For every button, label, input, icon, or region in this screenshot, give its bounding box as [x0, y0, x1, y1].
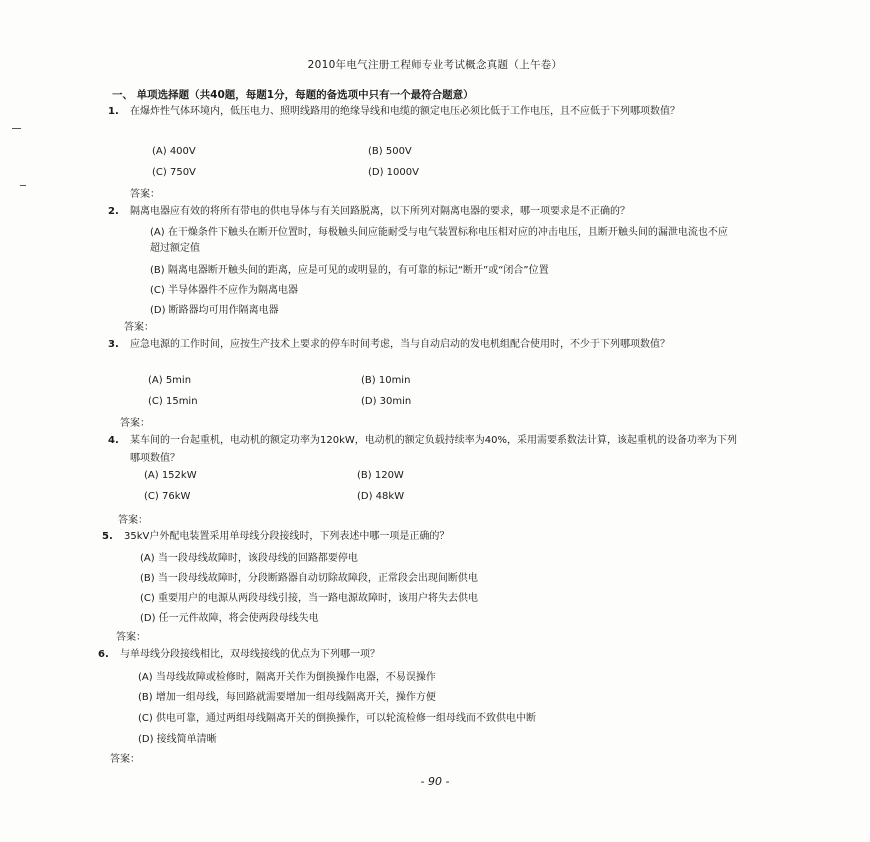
question-stem: 在爆炸性气体环境内，低压电力、照明线路用的绝缘导线和电缆的额定电压必须比低于工作电压，且不应低于下列哪项数值？ [130, 106, 680, 117]
question-number: 3. [108, 339, 119, 350]
answer-label: 答案： [120, 418, 150, 429]
question-2 [108, 203, 740, 221]
option-a: (A) 当一段母线故障时，该段母线的回路都要停电 [140, 553, 358, 564]
option-a: (A) 152kW [144, 470, 197, 481]
section-heading: 一、 单项选择题（共40题，每题1分，每题的备选项中只有一个最符合题意） [112, 89, 474, 101]
question-3 [108, 336, 740, 354]
question-number: 1. [108, 106, 119, 117]
scan-mark [12, 128, 21, 129]
option-b: (B) 增加一组母线，每回路就需要增加一组母线隔离开关，操作方便 [138, 692, 436, 703]
question-stem: 与单母线分段接线相比，双母线接线的优点为下列哪一项？ [120, 649, 380, 660]
option-c: (C) 半导体器件不应作为隔离电器 [150, 285, 298, 296]
answer-label: 答案： [130, 189, 160, 200]
option-a: (A) 当母线故障或检修时，隔离开关作为倒换操作电器，不易误操作 [138, 672, 436, 683]
option-d: (D) 接线简单清晰 [138, 734, 217, 745]
answer-label: 答案： [118, 515, 148, 526]
answer-label: 答案： [124, 322, 154, 333]
option-b: (B) 500V [368, 146, 412, 157]
option-d: (D) 30min [361, 396, 412, 407]
option-a: (A) 5min [148, 375, 192, 386]
option-d: (D) 48kW [357, 491, 405, 502]
option-b: (B) 120W [357, 470, 404, 481]
question-number: 2. [108, 206, 119, 217]
option-b: (B) 当一段母线故障时，分段断路器自动切除故障段，正常段会出现间断供电 [140, 573, 478, 584]
question-number: 4. [108, 435, 119, 446]
question-4 [108, 432, 740, 468]
option-d: (D) 任一元件故障，将会使两段母线失电 [140, 613, 319, 624]
scan-mark [20, 185, 26, 186]
option-b: (B) 10min [361, 375, 411, 386]
question-stem: 隔离电器应有效的将所有带电的供电导体与有关回路脱离，以下所列对隔离电器的要求，哪一项要求是不正确的？ [130, 206, 630, 217]
answer-label: 答案： [116, 632, 146, 643]
option-b: (B) 隔离电器断开触头间的距离，应是可见的或明显的，有可靠的标记“断开”或“闭合”位置 [150, 265, 549, 276]
option-d: (D) 断路器均可用作隔离电器 [150, 305, 279, 316]
option-c: (C) 供电可靠，通过两组母线隔离开关的倒换操作，可以轮流检修一组母线而不致供电中断 [138, 713, 536, 724]
option-c: (C) 76kW [144, 491, 191, 502]
option-a: (A) 400V [152, 146, 196, 157]
option-c: (C) 750V [152, 167, 196, 178]
question-1 [108, 103, 740, 121]
question-stem: 某车间的一台起重机，电动机的额定功率为120kW，电动机的额定负载持续率为40%，采用需要系数法计算，该起重机的设备功率为下列哪项数值？ [130, 435, 737, 464]
question-stem: 35kV户外配电装置采用单母线分段接线时，下列表述中哪一项是正确的？ [124, 531, 450, 542]
answer-label: 答案： [110, 754, 140, 765]
question-number: 6. [98, 649, 109, 660]
option-a: (A) 在干燥条件下触头在断开位置时，每极触头间应能耐受与电气装置标称电压相对应的冲击电压，且断开触头间的漏泄电流也不应超过额定值 [150, 227, 728, 254]
question-stem: 应急电源的工作时间，应按生产技术上要求的停车时间考虑，当与自动启动的发电机组配合使用时，不少于下列哪项数值？ [130, 339, 670, 350]
question-number: 5. [102, 531, 113, 542]
option-c: (C) 15min [148, 396, 198, 407]
option-c: (C) 重要用户的电源从两段母线引接，当一路电源故障时，该用户将失去供电 [140, 593, 478, 604]
document-title: 2010年电气注册工程师专业考试概念真题（上午卷） [307, 59, 563, 71]
question-5 [102, 528, 734, 546]
option-d: (D) 1000V [368, 167, 419, 178]
question-6 [98, 646, 730, 664]
page-number: - 90 - [420, 775, 450, 788]
